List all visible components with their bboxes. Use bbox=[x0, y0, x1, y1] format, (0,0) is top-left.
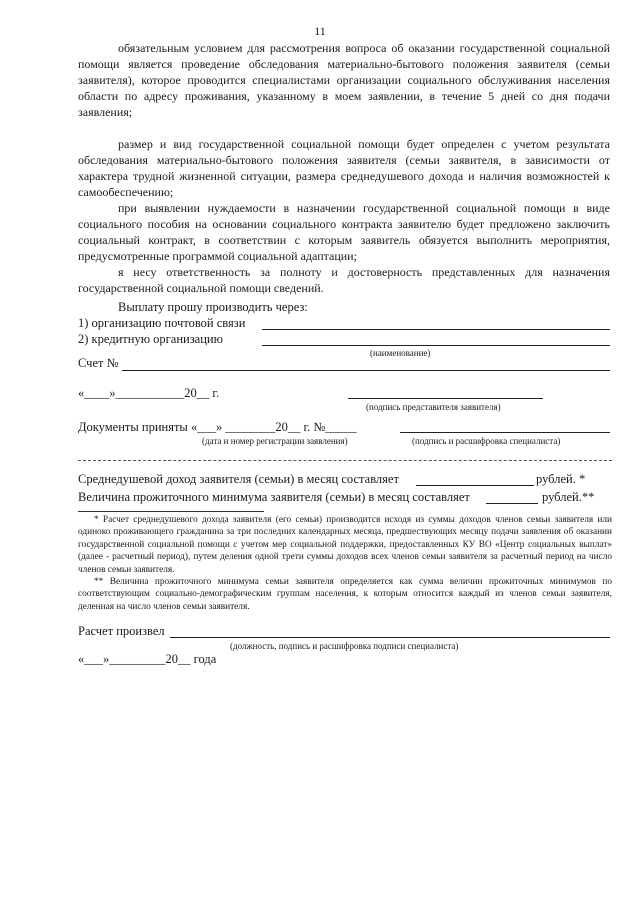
account-line[interactable] bbox=[122, 370, 610, 371]
credit-org-line[interactable] bbox=[262, 345, 610, 346]
minimum-unit: рублей.** bbox=[542, 490, 595, 504]
name-caption: (наименование) bbox=[370, 348, 431, 358]
paragraph-contract-text: при выявлении нуждаемости в назначении государственной социальной помощи в виде социального пособия на основании социального контракта заявителю будет предложено заключить социальный контракт, в соответствии с которым заявитель обязуется выполнить мероприятия, предусмотренные программой социальной адаптации; bbox=[78, 201, 610, 263]
post-line[interactable] bbox=[262, 329, 610, 330]
payment-date[interactable]: «____»___________20__ г. bbox=[78, 386, 220, 400]
income-unit: рублей. * bbox=[536, 472, 586, 486]
rep-signature-line[interactable] bbox=[348, 398, 543, 399]
minimum-value-line[interactable] bbox=[486, 503, 538, 504]
paragraph-size bbox=[78, 136, 610, 200]
paragraph-contract bbox=[78, 200, 610, 264]
footnote-1-text: * Расчет среднедушевого дохода заявителя (его семьи) производится исходя из суммы доходов членов семьи заявителя или одиноко проживающего гражданина за три последних календарных месяца, предшествующих месяцу подачи заявления об оказании государственной социальной помощи с учетом мер социальной поддержки, предоставленных КУ ВО «Центр социальных выплат» (далее - расчетный период), путем деления одной трети суммы доходов всех членов семьи заявителя за расчетный период на число членов семьи заявителя. bbox=[78, 515, 612, 575]
separator-line bbox=[78, 460, 612, 461]
minimum-text: Величина прожиточного минимума заявителя (семьи) в месяц составляет bbox=[78, 490, 470, 504]
page-number: 11 bbox=[314, 24, 326, 38]
income-text: Среднедушевой доход заявителя (семьи) в месяц составляет bbox=[78, 472, 399, 486]
paragraph-condition-text: обязательным условием для рассмотрения вопроса об оказании государственной социальной помощи является проведение обследования материально-бытового положения заявителя (семьи заявителя), которое проводится специалистами организации социального обслуживания населения области по адресу проживания, указанному в моем заявлении, в течение 5 дней со дня подачи заявления; bbox=[78, 41, 610, 119]
calculation-line[interactable] bbox=[170, 637, 610, 638]
footnote-2 bbox=[78, 576, 612, 613]
documents-accepted[interactable]: Документы приняты «___» ________20__ г. №_____ bbox=[78, 420, 357, 434]
paragraph-responsibility bbox=[78, 264, 610, 296]
payment-title: Выплату прошу производить через: bbox=[118, 300, 308, 314]
registration-caption: (дата и номер регистрации заявления) bbox=[202, 436, 348, 446]
calculation-label: Расчет произвел bbox=[78, 624, 165, 638]
calculation-caption: (должность, подпись и расшифровка подписи специалиста) bbox=[230, 641, 459, 651]
footnote-1 bbox=[78, 514, 612, 576]
footnote-rule bbox=[78, 511, 264, 512]
specialist-signature-line[interactable] bbox=[400, 432, 610, 433]
account-label: Счет № bbox=[78, 356, 119, 370]
calculation-date[interactable]: «___»_________20__ года bbox=[78, 652, 217, 666]
paragraph-size-text: размер и вид государственной социальной помощи будет определен с учетом результата обследования материально-бытового положения заявителя (семьи заявителя, в зависимости от характера трудной жизненной ситуации, размера среднедушевого дохода и наличия возможностей к самообеспечению; bbox=[78, 137, 610, 199]
income-value-line[interactable] bbox=[416, 485, 534, 486]
option-post: 1) организацию почтовой связи bbox=[78, 316, 246, 330]
option-credit: 2) кредитную организацию bbox=[78, 332, 223, 346]
footnote-2-text: ** Величина прожиточного минимума семьи заявителя определяется как сумма величин прожиточных минимумов по соответствующим социально-демографическим группам населения, к которым относится каждый из членов семьи заявителя, деленная на число членов семьи заявителя. bbox=[78, 577, 612, 612]
paragraph-responsibility-text: я несу ответственность за полноту и достоверность представленных для назначения государственной социальной помощи сведений. bbox=[78, 265, 610, 295]
specialist-caption: (подпись и расшифровка специалиста) bbox=[412, 436, 561, 446]
paragraph-condition bbox=[78, 40, 610, 120]
rep-caption: (подпись представителя заявителя) bbox=[366, 402, 501, 412]
